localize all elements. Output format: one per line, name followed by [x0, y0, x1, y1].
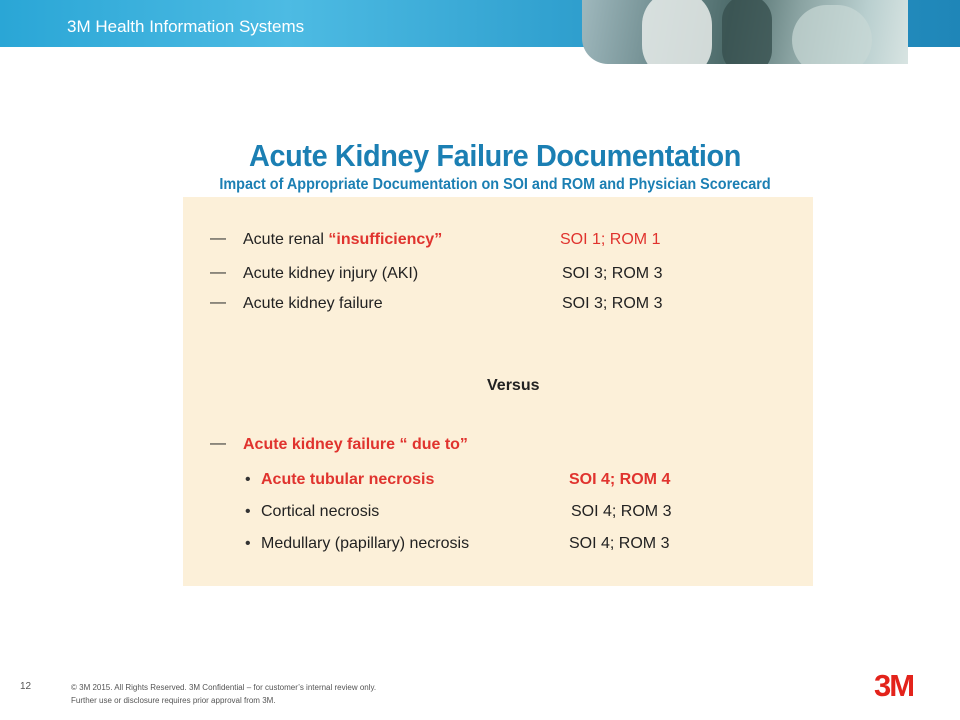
bullet-icon: •	[245, 471, 251, 488]
list-item: Acute kidney failure	[243, 295, 383, 312]
dash-icon: —	[210, 294, 226, 311]
footer-line-1: © 3M 2015. All Rights Reserved. 3M Confidential – for customer’s internal review only.	[71, 683, 377, 692]
item-highlight: “insufficiency”	[328, 231, 443, 248]
sub-item-score: SOI 4; ROM 4	[569, 471, 671, 488]
item-label: Acute renal	[243, 231, 329, 248]
dash-icon: —	[210, 264, 226, 281]
item-score: SOI 1; ROM 1	[560, 231, 661, 248]
header-title: 3M Health Information Systems	[67, 17, 305, 36]
list-item	[243, 231, 442, 249]
sub-item-score: SOI 4; ROM 3	[571, 503, 672, 520]
header-photo	[582, 0, 908, 64]
bullet-icon: •	[245, 535, 251, 552]
bullet-icon: •	[245, 503, 251, 520]
3m-logo: 3M	[874, 668, 914, 703]
dash-icon: —	[210, 435, 226, 452]
list-item: Acute kidney injury (AKI)	[243, 265, 419, 282]
sub-item: Acute tubular necrosis	[261, 471, 435, 488]
page-number: 12	[20, 681, 32, 692]
sub-item: Cortical necrosis	[261, 503, 380, 520]
versus-label: Versus	[487, 377, 540, 394]
slide-title: Acute Kidney Failure Documentation	[249, 138, 741, 173]
item-score: SOI 3; ROM 3	[562, 265, 663, 282]
footer-note	[71, 681, 376, 707]
due-to-label: Acute kidney failure “ due to”	[243, 436, 468, 453]
footer-line-2: Further use or disclosure requires prior approval from 3M.	[71, 696, 276, 705]
dash-icon: —	[210, 230, 226, 247]
item-score: SOI 3; ROM 3	[562, 295, 663, 312]
sub-item-score: SOI 4; ROM 3	[569, 535, 670, 552]
slide-subtitle: Impact of Appropriate Documentation on SOI and ROM and Physician Scorecard	[219, 176, 771, 193]
sub-item: Medullary (papillary) necrosis	[261, 535, 470, 552]
